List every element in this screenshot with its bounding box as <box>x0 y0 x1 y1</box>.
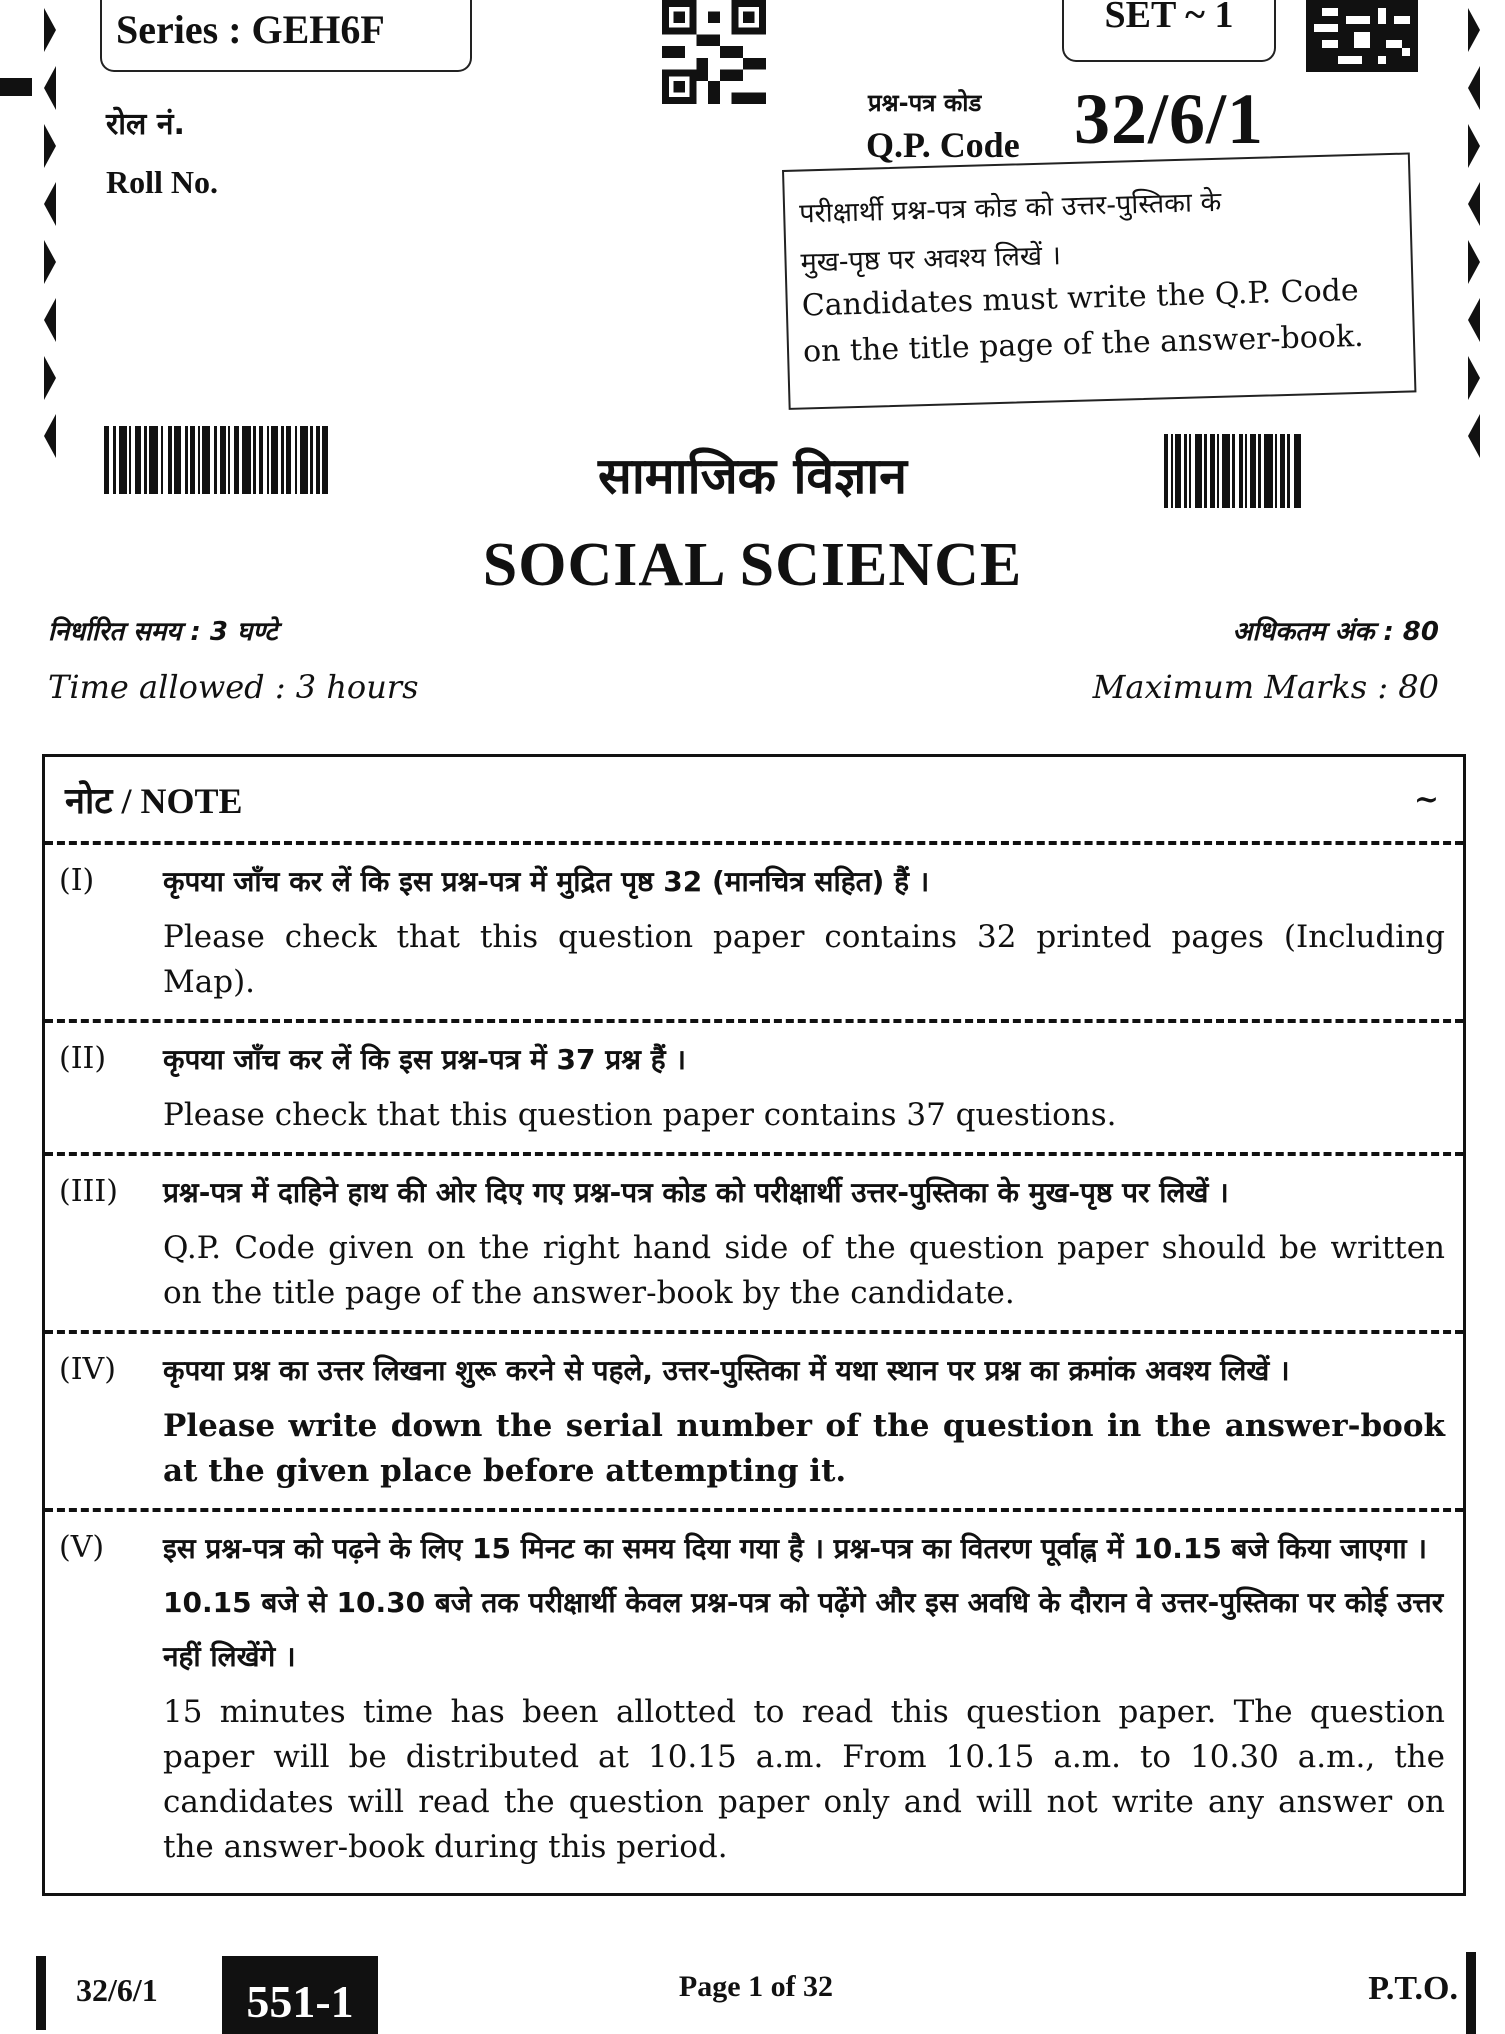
left-edge-markers <box>44 8 64 472</box>
series-label: Series : GEH6F <box>100 0 472 72</box>
note-item-hindi: कृपया प्रश्न का उत्तर लिखना शुरू करने से पहले, उत्तर-पुस्तिका में यथा स्थान पर प्रश्न का क्रमांक अवश्य लिखें । <box>163 1354 1290 1387</box>
qp-code-value: 32/6/1 <box>1074 79 1265 159</box>
subject-title-hindi: सामाजिक विज्ञान <box>598 447 907 505</box>
footer-qp-code: 32/6/1 <box>76 1972 158 2008</box>
note-item-english: Please check that this question paper contains 32 printed pages (Including Map). <box>163 919 1445 1000</box>
subject-title: SOCIAL SCIENCE <box>482 531 1023 599</box>
note-item-hindi: कृपया जाँच कर लें कि इस प्रश्न-पत्र में 37 प्रश्न हैं । <box>163 1043 686 1076</box>
instruction-english-line1: Candidates must write the Q.P. Code <box>801 272 1360 324</box>
time-allowed: Time allowed : 3 hours <box>48 668 419 706</box>
note-item <box>45 841 1463 1019</box>
note-item <box>45 1152 1463 1330</box>
footer-right-bar <box>1466 1952 1476 2034</box>
instruction-hindi-line2: मुख-पृष्ठ पर अवश्य लिखें । <box>800 240 1062 279</box>
right-edge-markers <box>1468 8 1488 472</box>
note-item <box>45 1019 1463 1152</box>
instruction-hindi-line1: परीक्षार्थी प्रश्न-पत्र कोड को उत्तर-पुस्तिका के <box>798 186 1222 230</box>
note-item-number: (I) <box>59 863 95 898</box>
note-item-english: Please write down the serial number of the question in the answer-book at the given place before attempting it. <box>163 1408 1445 1489</box>
qr-code-icon <box>660 0 768 104</box>
note-box <box>42 754 1466 1896</box>
qp-code-label-hindi: प्रश्न-पत्र कोड <box>868 89 982 117</box>
note-item-number: (II) <box>59 1041 107 1076</box>
note-item-hindi: कृपया जाँच कर लें कि इस प्रश्न-पत्र में मुद्रित पृष्ठ 32 (मानचित्र सहित) हैं । <box>163 865 930 898</box>
maximum-marks-hindi: अधिकतम अंक : 80 <box>1232 617 1439 647</box>
instruction-english-line2: on the title page of the answer-book. <box>802 318 1365 370</box>
qp-code-label: Q.P. Code <box>866 125 1020 165</box>
datamatrix-code-icon <box>1306 0 1418 72</box>
registration-mark <box>0 78 32 96</box>
roll-number-label-hindi: रोल नं. <box>106 107 185 142</box>
note-item-number: (V) <box>59 1530 105 1565</box>
note-heading-row <box>45 757 1463 841</box>
roll-number-label: Roll No. <box>106 164 218 200</box>
note-heading: नोट / NOTE <box>65 780 243 821</box>
note-item-number: (IV) <box>59 1352 116 1387</box>
note-item <box>45 1330 1463 1508</box>
note-item <box>45 1508 1463 1884</box>
time-allowed-hindi: निर्धारित समय : 3 घण्टे <box>48 617 278 647</box>
note-item-english: Q.P. Code given on the right hand side of the question paper should be written on the title page of the answer-book by the candidate. <box>163 1230 1445 1311</box>
qp-code-instruction-box <box>782 152 1416 409</box>
note-item-english: Please check that this question paper contains 37 questions. <box>163 1097 1117 1133</box>
set-label: SET ~ 1 <box>1062 0 1276 62</box>
please-turn-over: P.T.O. <box>1368 1970 1458 2007</box>
note-item-number: (III) <box>59 1174 118 1209</box>
note-item-hindi: प्रश्न-पत्र में दाहिने हाथ की ओर दिए गए प्रश्न-पत्र कोड को परीक्षार्थी उत्तर-पुस्तिका के मुख-पृष्ठ पर लिखें । <box>163 1176 1229 1209</box>
note-item-english: 15 minutes time has been allotted to read this question paper. The question paper will be distributed at 10.15 a.m. From 10.15 a.m. to 10.30 a.m., the candidates will read the question paper only and will not write any answer on the answer-book during this period. <box>163 1694 1445 1865</box>
note-corner-mark: ~ <box>1413 781 1439 817</box>
page-footer <box>36 1952 1476 2034</box>
page-number: Page 1 of 32 <box>678 1970 834 2003</box>
note-item-hindi: इस प्रश्न-पत्र को पढ़ने के लिए 15 मिनट का समय दिया गया है । प्रश्न-पत्र का वितरण पूर्वाह्न में 10.15 बजे किया जाएगा । 10.15 बजे से 10.30 बजे तक परीक्षार्थी केवल प्रश्न-पत्र को पढ़ेंगे और इस अवधि के दौरान वे उत्तर-पुस्तिका पर कोई उत्तर नहीं लिखेंगे । <box>163 1532 1444 1673</box>
maximum-marks: Maximum Marks : 80 <box>1092 668 1439 706</box>
footer-badge: 551-1 <box>222 1956 378 2034</box>
